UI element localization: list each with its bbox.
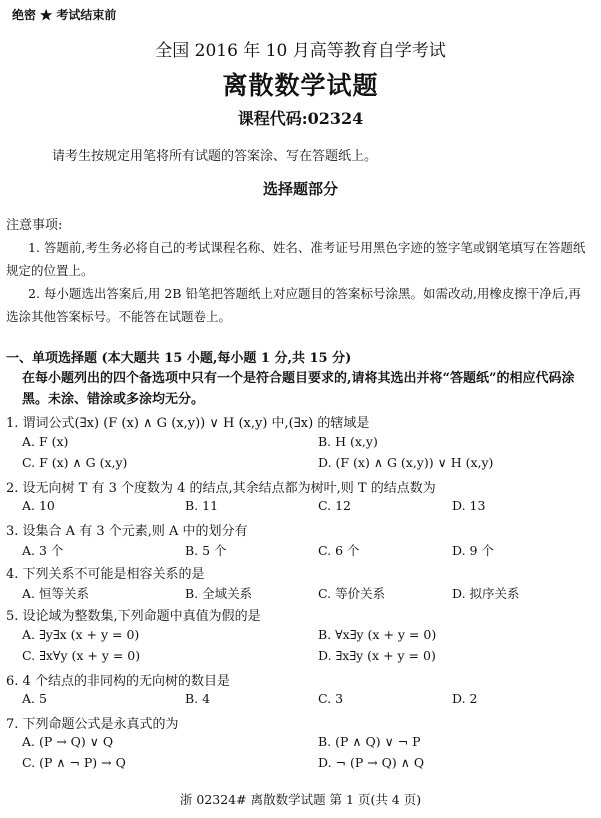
part1-instruction: 在每小题列出的四个备选项中只有一个是符合题目要求的,请将其选出并将“答题纸”的相应代码涂黑。未涂、错涂或多涂均无分。 (22, 371, 575, 407)
question-option: C. F (x) ∧ G (x,y) (22, 455, 128, 470)
question-option: D. 13 (452, 498, 486, 513)
intro-note: 请考生按规定用笔将所有试题的答案涂、写在答题纸上。 (52, 149, 378, 164)
question-stem: 2. 设无向树 T 有 3 个度数为 4 的结点,其余结点都为树叶,则 T 的结点数为 (6, 481, 436, 496)
question-option: A. 10 (22, 498, 55, 513)
question-option: B. 全域关系 (185, 586, 253, 601)
question-option: B. (P ∧ Q) ∨ ¬ P (318, 734, 421, 749)
section-title: 选择题部分 (262, 180, 338, 198)
question-option: B. 4 (185, 691, 211, 706)
course-code: 课程代码:02324 (237, 109, 364, 128)
question-option: A. F (x) (22, 434, 69, 449)
question-option: C. 3 (318, 691, 344, 706)
question-option: D. ∃x∃y (x + y = 0) (318, 648, 436, 663)
exam-title: 全国 2016 年 10 月高等教育自学考试 (155, 41, 446, 61)
part1-heading: 一、单项选择题 (本大题共 15 小题,每小题 1 分,共 15 分) (6, 351, 352, 366)
question-option: C. 12 (318, 498, 351, 513)
question-stem: 6. 4 个结点的非同构的无向树的数目是 (6, 674, 230, 689)
question-stem: 3. 设集合 A 有 3 个元素,则 A 中的划分有 (6, 524, 248, 539)
question-option: C. (P ∧ ¬ P) → Q (22, 755, 126, 770)
question-option: B. 5 个 (185, 543, 227, 558)
question-option: A. ∃y∃x (x + y = 0) (22, 627, 140, 642)
question-option: A. 3 个 (22, 543, 64, 558)
question-option: D. ¬ (P → Q) ∧ Q (318, 755, 425, 770)
question-option: D. 9 个 (452, 543, 494, 558)
attention-item-1: 1. 答题前,考生务必将自己的考试课程名称、姓名、准考证号用黑色字迹的签字笔或钢笔填写在答题纸规定的位置上。 (6, 240, 586, 278)
question-stem: 4. 下列关系不可能是相容关系的是 (6, 567, 205, 582)
question-option: D. 拟序关系 (452, 586, 520, 601)
question-option: B. 11 (185, 498, 219, 513)
question-option: B. ∀x∃y (x + y = 0) (318, 627, 437, 642)
question-option: C. 等价关系 (318, 586, 386, 601)
question-stem: 7. 下列命题公式是永真式的为 (6, 717, 179, 732)
attention-heading: 注意事项: (6, 218, 63, 233)
secret-label: 绝密 ★ 考试结束前 (12, 8, 117, 22)
page-footer: 浙 02324# 离散数学试题 第 1 页(共 4 页) (179, 792, 422, 807)
question-option: C. 6 个 (318, 543, 360, 558)
question-option: C. ∃x∀y (x + y = 0) (22, 648, 141, 663)
question-stem: 5. 设论域为整数集,下列命题中真值为假的是 (6, 609, 261, 624)
subject-title: 离散数学试题 (222, 71, 379, 100)
question-stem: 1. 谓词公式(∃x) (F (x) ∧ G (x,y)) ∨ H (x,y) 中,(∃x) 的辖域是 (6, 416, 370, 431)
attention-item-2: 2. 每小题选出答案后,用 2B 铅笔把答题纸上对应题目的答案标号涂黑。如需改动,用橡皮擦干净后,再选涂其他答案标号。不能答在试题卷上。 (6, 286, 581, 324)
question-option: A. 5 (22, 691, 47, 706)
question-option: D. 2 (452, 691, 478, 706)
question-option: A. 恒等关系 (22, 586, 89, 601)
question-option: A. (P → Q) ∨ Q (22, 734, 114, 749)
question-option: D. (F (x) ∧ G (x,y)) ∨ H (x,y) (318, 455, 494, 470)
question-option: B. H (x,y) (318, 434, 378, 449)
